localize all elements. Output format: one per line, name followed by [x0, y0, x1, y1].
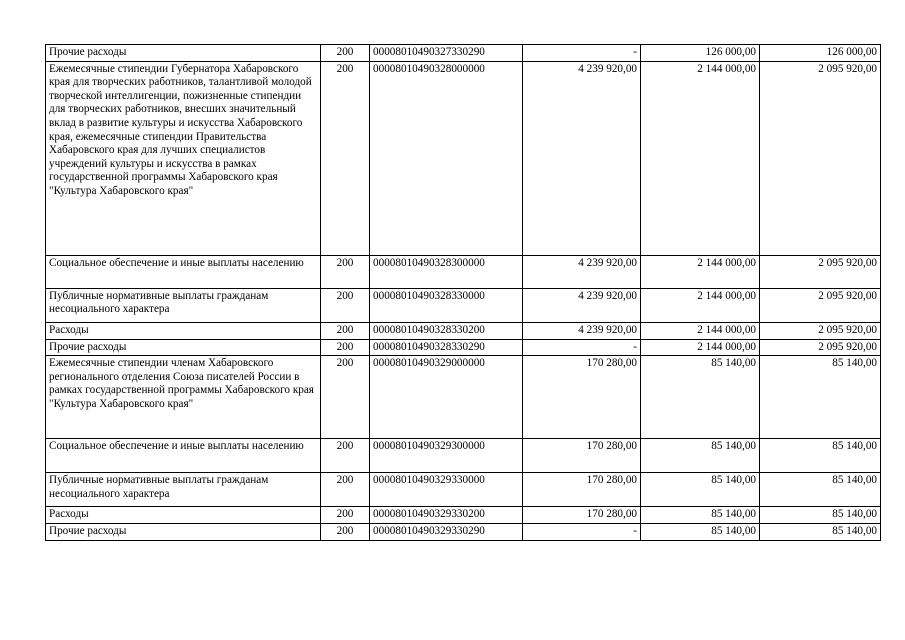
budget-classification-code-cell: 00008010490329300000: [370, 439, 523, 473]
approved-amount-cell: -: [523, 339, 641, 356]
income-code-cell: 200: [321, 45, 370, 62]
approved-amount-cell: -: [523, 523, 641, 540]
executed-amount-cell: 2 144 000,00: [641, 339, 760, 356]
budget-classification-code-cell: 00008010490329330000: [370, 473, 523, 507]
income-code-cell: 200: [321, 339, 370, 356]
executed-amount-cell: 2 144 000,00: [641, 255, 760, 288]
table-row: [46, 45, 881, 62]
income-code-cell: 200: [321, 322, 370, 339]
expense-name-cell: Прочие расходы: [46, 523, 321, 540]
executed-amount-cell: 2 144 000,00: [641, 61, 760, 255]
table-row: [46, 61, 881, 255]
income-code-cell: 200: [321, 439, 370, 473]
executed-amount-cell: 85 140,00: [641, 356, 760, 439]
expense-name-cell: Социальное обеспечение и иные выплаты населению: [46, 439, 321, 473]
approved-amount-cell: 4 239 920,00: [523, 288, 641, 322]
executed-amount-cell: 2 144 000,00: [641, 288, 760, 322]
budget-classification-code-cell: 00008010490328330290: [370, 339, 523, 356]
expense-name-cell: Расходы: [46, 322, 321, 339]
table-row: [46, 507, 881, 524]
executed-amount-cell: 85 140,00: [641, 507, 760, 524]
table-row: [46, 255, 881, 288]
unexecuted-amount-cell: 85 140,00: [760, 356, 881, 439]
table-row: [46, 339, 881, 356]
table-row: [46, 288, 881, 322]
expense-name-cell: Публичные нормативные выплаты гражданам несоциального характера: [46, 288, 321, 322]
unexecuted-amount-cell: 85 140,00: [760, 507, 881, 524]
expense-name-cell: Ежемесячные стипендии Губернатора Хабаровского края для творческих работников, талантливой молодой творческой интеллигенции, пожизненные стипендии для творческих работников, внесших значительный вклад в развитие культуры и искусства Хабаровского края, ежемесячные стипендии Правительства Хабаровского края для лучших специалистов учреждений культуры и искусства в рамках государственной программы Хабаровского края "Культура Хабаровского края": [46, 61, 321, 255]
income-code-cell: 200: [321, 255, 370, 288]
table-row: [46, 523, 881, 540]
income-code-cell: 200: [321, 473, 370, 507]
expense-name-cell: Прочие расходы: [46, 45, 321, 62]
expense-name-cell: Публичные нормативные выплаты гражданам несоциального характера: [46, 473, 321, 507]
unexecuted-amount-cell: 2 095 920,00: [760, 255, 881, 288]
budget-classification-code-cell: 00008010490329330200: [370, 507, 523, 524]
budget-classification-code-cell: 00008010490329330290: [370, 523, 523, 540]
approved-amount-cell: 170 280,00: [523, 507, 641, 524]
table-row: [46, 439, 881, 473]
approved-amount-cell: 170 280,00: [523, 356, 641, 439]
expense-name-cell: Ежемесячные стипендии членам Хабаровского регионального отделения Союза писателей России в рамках государственной программы Хабаровского края "Культура Хабаровского края": [46, 356, 321, 439]
approved-amount-cell: 170 280,00: [523, 439, 641, 473]
approved-amount-cell: 4 239 920,00: [523, 322, 641, 339]
unexecuted-amount-cell: 126 000,00: [760, 45, 881, 62]
executed-amount-cell: 85 140,00: [641, 439, 760, 473]
approved-amount-cell: 4 239 920,00: [523, 61, 641, 255]
executed-amount-cell: 85 140,00: [641, 473, 760, 507]
table-row: [46, 322, 881, 339]
unexecuted-amount-cell: 2 095 920,00: [760, 339, 881, 356]
table-row: [46, 356, 881, 439]
unexecuted-amount-cell: 85 140,00: [760, 439, 881, 473]
approved-amount-cell: -: [523, 45, 641, 62]
executed-amount-cell: 2 144 000,00: [641, 322, 760, 339]
table-row: [46, 473, 881, 507]
unexecuted-amount-cell: 85 140,00: [760, 473, 881, 507]
unexecuted-amount-cell: 2 095 920,00: [760, 322, 881, 339]
income-code-cell: 200: [321, 523, 370, 540]
executed-amount-cell: 85 140,00: [641, 523, 760, 540]
table-body: [46, 45, 881, 541]
expense-name-cell: Прочие расходы: [46, 339, 321, 356]
budget-classification-code-cell: 00008010490327330290: [370, 45, 523, 62]
budget-classification-code-cell: 00008010490329000000: [370, 356, 523, 439]
approved-amount-cell: 170 280,00: [523, 473, 641, 507]
income-code-cell: 200: [321, 507, 370, 524]
income-code-cell: 200: [321, 288, 370, 322]
expense-name-cell: Расходы: [46, 507, 321, 524]
budget-classification-code-cell: 00008010490328300000: [370, 255, 523, 288]
budget-execution-table: [45, 44, 881, 541]
income-code-cell: 200: [321, 61, 370, 255]
approved-amount-cell: 4 239 920,00: [523, 255, 641, 288]
unexecuted-amount-cell: 85 140,00: [760, 523, 881, 540]
unexecuted-amount-cell: 2 095 920,00: [760, 61, 881, 255]
expense-name-cell: Социальное обеспечение и иные выплаты населению: [46, 255, 321, 288]
document-page: [45, 44, 880, 541]
budget-classification-code-cell: 00008010490328330200: [370, 322, 523, 339]
unexecuted-amount-cell: 2 095 920,00: [760, 288, 881, 322]
income-code-cell: 200: [321, 356, 370, 439]
executed-amount-cell: 126 000,00: [641, 45, 760, 62]
budget-classification-code-cell: 00008010490328000000: [370, 61, 523, 255]
budget-classification-code-cell: 00008010490328330000: [370, 288, 523, 322]
